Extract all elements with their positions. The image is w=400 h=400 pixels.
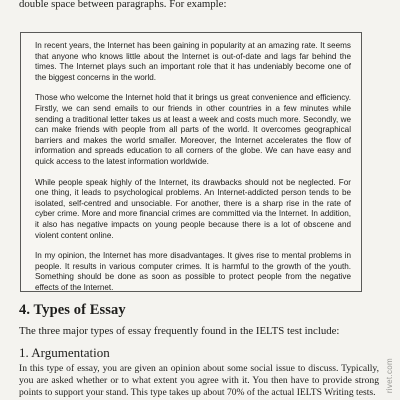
- essay-paragraph-4: In my opinion, the Internet has more disadvantages. It gives rise to mental problems in people. It results in various computer crimes. It is harmful to the growth of the youth. Something should be done as soon as possible to protect people from the negative effects of the Internet.: [35, 251, 351, 292]
- essay-paragraph-2: Those who welcome the Internet hold that it brings us great convenience and efficiency. Firstly, we can send emails to our friends in other countries in a few minutes while sending a traditional letter takes us at least a week and costs much more. Secondly, we can make friends with people from all parts of the world. It overcomes geographical barriers and makes the world smaller. Moreover, the Internet accelerates the flow of information and spreads education to all corners of the globe. We can have easy and quick access to the latest information worldwide.: [35, 93, 351, 166]
- section-heading: 4. Types of Essay: [19, 302, 126, 318]
- subsection-body: In this type of essay, you are given an opinion about some social issue to discuss. Typically, you are asked whether or to what extent you agree with it. You then have to provide strong points to support your stand. This type takes up about 70% of the actual IELTS Writing tests.: [19, 363, 379, 399]
- essay-paragraph-3: While people speak highly of the Internet, its drawbacks should not be neglected. For one thing, it leads to psychological problems. An Internet-addicted person tends to be isolated, self-centred and unsociable. For another, there is a sharp rise in the rate of cyber crime. More and more financial crimes are committed via the Internet. In addition, it also has negative impacts on young people because there is a lot of obscene and violent content online.: [35, 177, 351, 240]
- section-lead: The three major types of essay frequently found in the IELTS test include:: [19, 325, 340, 337]
- intro-text: double space between paragraphs. For example:: [19, 0, 227, 10]
- essay-paragraph-1: In recent years, the Internet has been gaining in popularity at an amazing rate. It seems that anyone who knows little about the Internet is out-of-date and lags far behind the times. The Internet plays such an important role that it has undeniably become one of the biggest concerns in the world.: [35, 41, 351, 82]
- sample-essay-box: [20, 32, 362, 292]
- subsection-heading: 1. Argumentation: [19, 345, 110, 360]
- watermark: rivet.com: [385, 358, 394, 394]
